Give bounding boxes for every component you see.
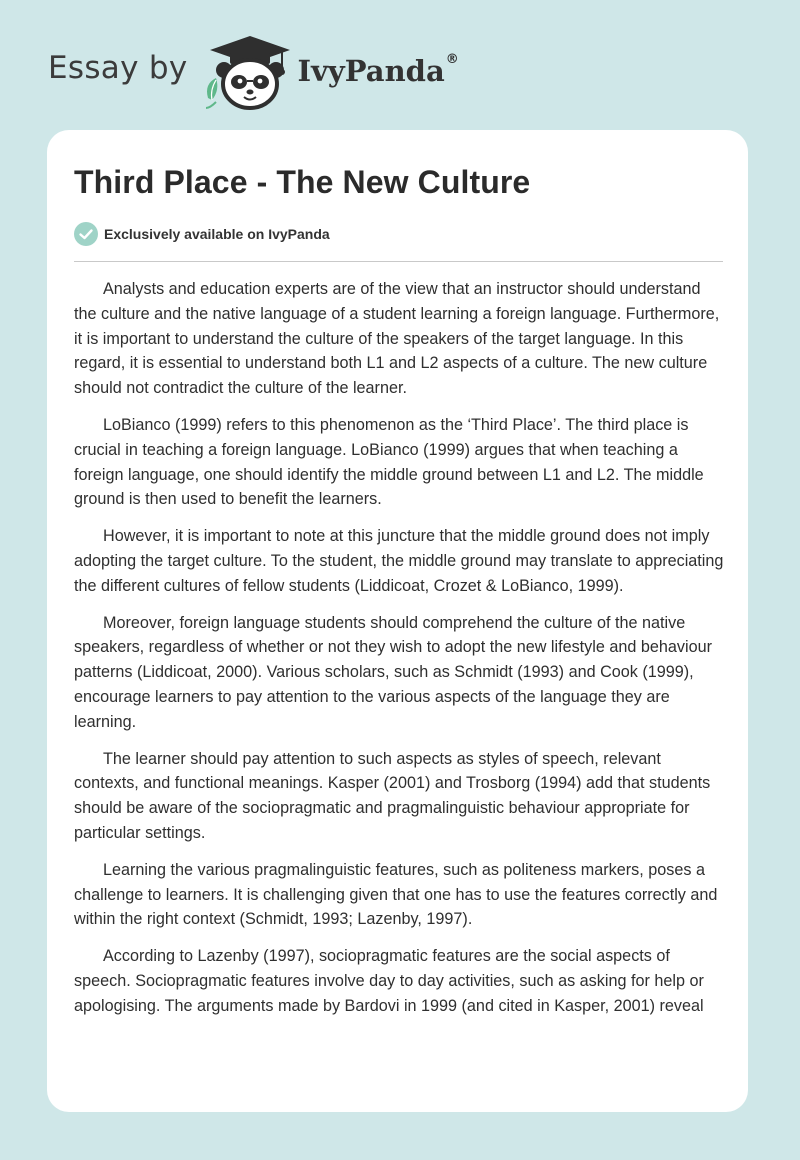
essay-card (47, 130, 748, 1112)
paragraph: However, it is important to note at this juncture that the middle ground does not imply adopting the target culture. To the student, the middle ground may translate to appreciating the different cultures of fellow students (Liddicoat, Crozet & LoBianco, 1999). (74, 527, 724, 595)
essay-body (74, 277, 724, 1031)
brand-name[interactable] (298, 54, 459, 88)
site-header (48, 28, 459, 112)
exclusive-label: Exclusively available on IvyPanda (104, 226, 330, 242)
paragraph: According to Lazenby (1997), sociopragmatic features are the social aspects of speech. Sociopragmatic features involve day to day activities, such as asking for help or apologising. The arguments made by Bardovi in 1999 (and cited in Kasper, 2001) reveal (74, 947, 704, 1015)
check-circle-icon (74, 222, 98, 246)
title-divider (74, 261, 723, 262)
paragraph: Moreover, foreign language students should comprehend the culture of the native speakers, regardless of whether or not they wish to adopt the new lifestyle and behaviour patterns (Liddicoat, 2000). Various scholars, such as Schmidt (1993) and Cook (1999), encourage learners to pay attention to the various aspects of the language they are learning. (74, 613, 712, 731)
panda-graduate-icon[interactable] (202, 28, 294, 112)
paragraph: LoBianco (1999) refers to this phenomenon as the ‘Third Place’. The third place is crucial in teaching a foreign language. LoBianco (1999) argues that when teaching a foreign language, one should identify the middle ground between L1 and L2. The middle ground is then used to benefit the learners. (74, 415, 704, 509)
essay-title: Third Place - The New Culture (74, 164, 531, 200)
brand-label: IvyPanda (297, 54, 445, 88)
essay-by-label: Essay by (48, 50, 188, 86)
registered-mark: ® (445, 52, 459, 67)
paragraph: Learning the various pragmalinguistic features, such as politeness markers, poses a challenge to learners. It is challenging given that one has to use the features correctly and within the right context (Schmidt, 1993; Lazenby, 1997). (74, 860, 718, 929)
exclusive-badge (74, 222, 330, 246)
paragraph: Analysts and education experts are of the view that an instructor should understand the culture and the native language of a student learning a foreign language. Furthermore, it is important to understand the culture of the speakers of the target language. In this regard, it is essential to understand both L1 and L2 aspects of a culture. The new culture should not contradict the culture of the learner. (74, 280, 720, 398)
paragraph: The learner should pay attention to such aspects as styles of speech, relevant contexts, and functional meanings. Kasper (2001) and Trosborg (1994) add that students should be aware of the sociopragmatic and pragmalinguistic behaviour appropriate for particular settings. (74, 749, 711, 842)
